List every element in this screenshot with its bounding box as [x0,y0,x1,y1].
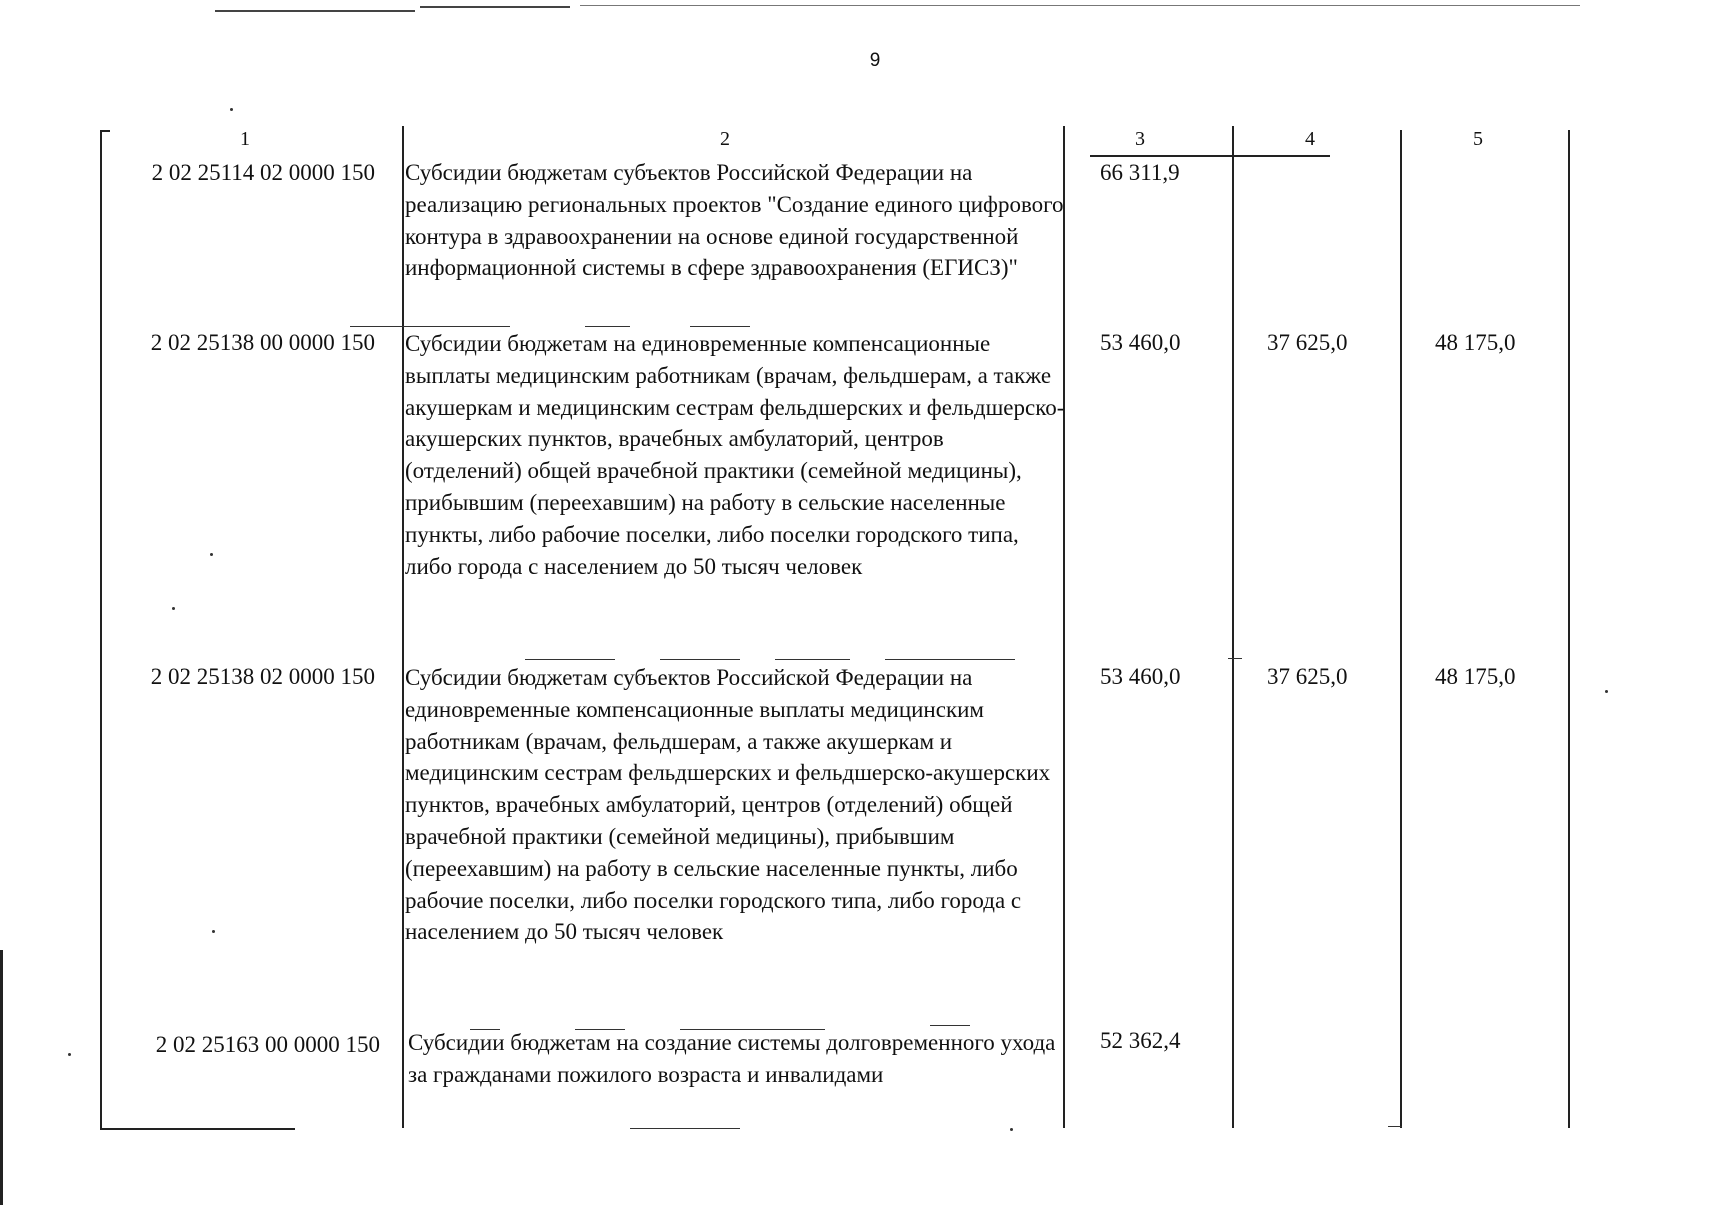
row-value-col3: 52 362,4 [1100,1028,1181,1053]
header-rule [1090,155,1330,157]
row-value-col5: 48 175,0 [1435,330,1516,355]
row-rule [585,326,630,327]
row-code: 2 02 25138 02 0000 150 [150,664,375,689]
row-code: 2 02 25138 00 0000 150 [150,330,375,355]
table-border-left [100,130,102,1128]
header-rule [100,130,110,132]
scan-speck [68,1053,71,1056]
row-value-col3: 66 311,9 [1100,160,1180,185]
scan-speck [212,930,215,933]
row-description: Субсидии бюджетам субъектов Российской Федерации на реализацию региональных проектов "Создание единого цифрового контура в здравоохранении на основе единой государственной информационной системы в сфере здравоохранения (ЕГИСЗ)" [405,160,1064,281]
row-rule [775,659,850,660]
row-value-col5: 48 175,0 [1435,664,1516,689]
row-rule [1228,658,1242,659]
row-value-col3: 53 460,0 [1100,664,1181,689]
row-code: 2 02 25114 02 0000 150 [151,160,375,185]
scan-left-edge [0,950,3,1205]
scan-top-line [420,6,570,8]
row-rule [525,659,615,660]
row-description: Субсидии бюджетам на единовременные компенсационные выплаты медицинским работникам (врачам, фельдшерам, а также акушеркам и медицинским сестрам фельдшерских и фельдшерско-акушерских пунктов, врачебных амбулаторий, центров (отделений) общей врачебной практики (семейной медицины), прибывшим (переехавшим) на работу в сельские населенные пункты, либо рабочие поселки, либо поселки городского типа, либо города с населением до 50 тысяч человек [405,331,1065,579]
row-rule [630,1128,740,1129]
row-rule [660,659,740,660]
row-code: 2 02 25163 00 0000 150 [155,1032,380,1057]
scan-top-line [215,10,415,12]
row-value-col4: 37 625,0 [1267,330,1348,355]
column-divider [1400,130,1402,1128]
scan-top-line [580,5,1580,6]
column-header-5: 5 [1473,128,1483,150]
scan-speck [230,108,233,111]
scan-speck [1605,690,1608,693]
row-description: Субсидии бюджетам субъектов Российской Федерации на единовременные компенсационные выплаты медицинским работникам (врачам, фельдшерам, а также акушеркам и медицинским сестрам фельдшерских и фельдшерско-акушерских пунктов, врачебных амбулаторий, центров (отделений) общей врачебной практики (семейной медицины), прибывшим (переехавшим) на работу в сельские населенные пункты, либо рабочие поселки, либо поселки городского типа, либо города с населением до 50 тысяч человек [405,665,1051,945]
row-rule [690,326,750,327]
column-divider [402,126,404,1128]
table-border-right [1568,130,1570,1128]
scan-speck [172,607,175,610]
column-header-1: 1 [240,128,250,150]
row-rule [350,326,510,327]
column-header-2: 2 [720,128,730,150]
row-value-col4: 37 625,0 [1267,664,1348,689]
column-header-4: 4 [1305,128,1315,150]
table-border-bottom [100,1128,295,1130]
column-header-3: 3 [1135,128,1145,150]
row-description: Субсидии бюджетам на создание системы долговременного ухода за гражданами пожилого возраста и инвалидами [408,1030,1056,1087]
row-rule [885,659,1015,660]
row-value-col3: 53 460,0 [1100,330,1181,355]
page-number: 9 [869,50,881,71]
row-rule [930,1025,970,1026]
scan-speck [210,553,213,556]
row-rule [1388,1126,1402,1127]
column-divider [1232,126,1234,1128]
scan-speck [1010,1128,1013,1131]
